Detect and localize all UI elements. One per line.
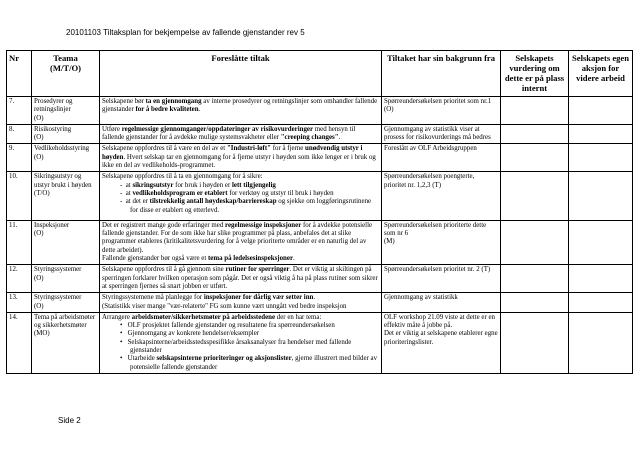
row-tema: Styringssystemer (O) (32, 293, 100, 313)
row-arbeid (569, 97, 633, 125)
table-row (7, 144, 633, 172)
row-vurdering (501, 265, 569, 293)
list-item: • Gjennomgang av konkrete hendelser/eksempler (120, 330, 260, 338)
row-nr: 7. (7, 97, 32, 125)
row-tema: Inspeksjoner (O) (32, 220, 100, 264)
row-tiltak: Det er registrert mange gode erfaringer med regelmessige inspeksjoner for å avdekke potensielle fallende gjenstander. For de som ikke har slike programmer på plass, anbefales det at slike programmer etableres (kritikalitetsvurdering for å velge prioriterte områder er en naturlig del av dette arbeidet). Fallende gjenstander bør også være et tema på ledelsesinspeksjoner. (100, 220, 382, 264)
row-tema: Styringssystemer (O) (32, 265, 100, 293)
row-nr: 10. (7, 172, 32, 220)
header-arbeid: Selskapets egen aksjon for videre arbeid (569, 51, 633, 97)
list-item: • Selskapsinterne/arbeidsstedsspesifikke årsaksanalyser fra hendelser med fallende gjenstander (120, 338, 352, 355)
header-nr: Nr (7, 51, 32, 97)
table-row (7, 124, 633, 144)
list-item: - at det er tilstrekkelig antall høydeskap/barriereskap og sjekke om loggføringsrutinene for disse er etablert og etterlevd. (120, 198, 372, 214)
row-vurdering (501, 124, 569, 144)
table-row (7, 172, 633, 220)
row-bakgrunn: Gjennomgang av statistikk (382, 293, 501, 313)
row-nr: 8. (7, 124, 32, 144)
row-tema: Tema på arbeidsmøter og sikkerhetsmøter (MO) (32, 312, 100, 373)
row-nr: 13. (7, 293, 32, 313)
header-vurdering: Selskapets vurdering om dette er på plass internt (501, 51, 569, 97)
row-nr: 12. (7, 265, 32, 293)
row-tiltak: Styringssystemene må planlegge for inspeksjoner for dårlig vær setter inn. (Statistikk viser mange "vær-relaterte" FG som kunne vært unngått ved bedre inspeksjon (100, 293, 382, 313)
row-arbeid (569, 265, 633, 293)
list-item: • OLF prosjektet fallende gjenstander og resultatene fra spørreundersøkelsen (120, 322, 335, 330)
header-tiltak: Foreslåtte tiltak (100, 51, 382, 97)
row-bakgrunn: Spørreundersøkelsen poengterte, prioritet nr. 1,2,3 (T) (382, 172, 501, 220)
row-tiltak: Selskapene bør ta en gjennomgang av interne prosedyrer og retningslinjer som omhandler fallende gjenstander for å bedre kvaliteten. (100, 97, 382, 125)
table-row (7, 97, 633, 125)
row-tiltak: Selskapene oppfordres til å ta en gjennomgang for å sikre: - at sikringsutstyr for bruk i høyden er lett tilgjengelig - at vedlikeholdsprogram er etablert for verktøy og utstyr til bruk i høyden - at det er tilstrekkelig antall høydeskap/barriereskap og sjekke om loggføringsrutinene for disse er etablert og etterlevd. (100, 172, 382, 220)
row-bakgrunn: OLF workshop 21.09 viste at dette er en effektiv måte å jobbe på. Det er viktig at selskapene etablerer egne prioriteringslister. (382, 312, 501, 373)
table-row (7, 293, 633, 313)
list-item: - at vedlikeholdsprogram er etablert for verktøy og utstyr til bruk i høyden (120, 189, 334, 197)
table-header-row (7, 51, 633, 97)
row-tema: Sikringsutstyr og utstyr brukt i høyden (T/O) (32, 172, 100, 220)
row-vurdering (501, 312, 569, 373)
page-number: Side 2 (58, 416, 81, 425)
action-plan-table (6, 50, 633, 374)
table-row (7, 312, 633, 373)
row-arbeid (569, 312, 633, 373)
row-bakgrunn: Spørreundersøkelsen prioritet som nr.1 (O) (382, 97, 501, 125)
row-vurdering (501, 144, 569, 172)
row-tiltak: Utføre regelmessige gjennomganger/oppdateringer av risikovurderinger med hensyn til fallende gjenstander for å avdekke mulige systemsvakheter eller "creeping changes". (100, 124, 382, 144)
table-row (7, 265, 633, 293)
row-arbeid (569, 220, 633, 264)
row-nr: 14. (7, 312, 32, 373)
row-arbeid (569, 172, 633, 220)
header-tema: Teama (M/T/O) (32, 51, 100, 97)
row-tema: Prosedyrer og retningslinjer (O) (32, 97, 100, 125)
row-arbeid (569, 293, 633, 313)
list-item: - at sikringsutstyr for bruk i høyden er lett tilgjengelig (120, 181, 276, 189)
row-nr: 11. (7, 220, 32, 264)
row-vurdering (501, 97, 569, 125)
row-tema: Risikostyring (O) (32, 124, 100, 144)
row-vurdering (501, 293, 569, 313)
list-item: • Utarbeide selskapsinterne prioriteringer og aksjonslister, gjerne illustrert med bilder av potensielle fallende gjenstander (120, 355, 378, 371)
table-row (7, 220, 633, 264)
row-tiltak: Arrangere arbeidsmøter/sikkerhetsmøter på arbeidsstedene der en har tema: • OLF prosjektet fallende gjenstander og resultatene fra spørreundersøkelsen • Gjennomgang av konkrete hendelser/eksempler • Selskapsinterne/arbeidsstedsspesifikke årsaksanalyser fra hendelser med fallende gjenstander • Utarbeide selskapsinterne prioriteringer og aksjonslister, gjerne illustrert med bilder av potensielle fallende gjenstander (100, 312, 382, 373)
row-bakgrunn: Spørreundersøkelsen prioriterte dette som nr 6 (M) (382, 220, 501, 264)
row-tiltak: Selskapene oppfordres til å være en del av et "Industri-løft" for å fjerne unødvendig utstyr i høyden. Hvert selskap tar en gjennomgang for å fjerne utstyr i høyden som ikke lenger er i bruk og ikke en del av vedlikeholds-programmet. (100, 144, 382, 172)
row-tema: Vedlikeholdsstyring (O) (32, 144, 100, 172)
row-bakgrunn: Spørreundersøkelsen prioritet nr. 2 (T) (382, 265, 501, 293)
row-arbeid (569, 124, 633, 144)
row-vurdering (501, 172, 569, 220)
document-title: 20101103 Tiltaksplan for bekjempelse av fallende gjenstander rev 5 (66, 28, 305, 37)
row-arbeid (569, 144, 633, 172)
row-bakgrunn: Gjennomgang av statistikk viser at prosess for risikovurderings må bedres (382, 124, 501, 144)
row-tiltak: Selskapene oppfordres til å gå gjennom sine rutiner for sperringer. Det er viktig at skiltingen på sperringen forklarer hvilken operasjon som pågår. Det er også viktig å ha på plass rutiner som sikrer at sperringen fjernes så snart jobben er utført. (100, 265, 382, 293)
header-bakgrunn: Tiltaket har sin bakgrunn fra (382, 51, 501, 97)
row-vurdering (501, 220, 569, 264)
row-nr: 9. (7, 144, 32, 172)
row-bakgrunn: Foreslått av OLF Arbeidsgruppen (382, 144, 501, 172)
